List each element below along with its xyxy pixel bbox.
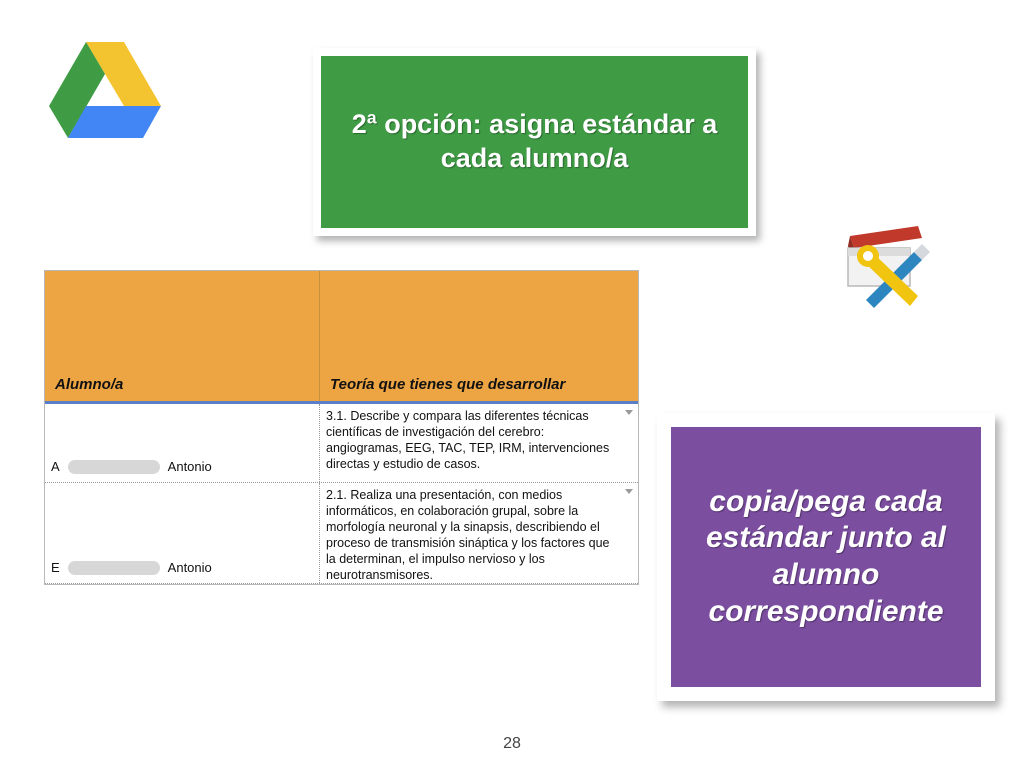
spreadsheet-header-row: [45, 271, 638, 401]
student-name: [51, 560, 212, 579]
cell-alumno[interactable]: [45, 483, 320, 583]
google-drive-logo: [40, 28, 170, 158]
column-header-teoria-label: Teoría que tienes que desarrollar: [330, 376, 566, 393]
chevron-down-icon[interactable]: [625, 489, 633, 494]
books-and-tools-svg: [822, 218, 942, 310]
column-header-alumno-label: Alumno/a: [55, 376, 124, 393]
theory-text: 2.1. Realiza una presentación, con medios informáticos, en colaboración grupal, sobre la morfología neuronal y la sinapsis, describiendo el proceso de transmisión sináptica y los factores que la determinan, el impulso nervioso y los neurotransmisores.: [326, 488, 610, 582]
student-name: [51, 459, 212, 478]
purple-instruction-card-inner: [671, 427, 981, 687]
drive-logo-svg: [40, 28, 170, 158]
redaction-bar: [68, 460, 160, 474]
student-name-prefix: E: [51, 560, 60, 575]
chevron-down-icon[interactable]: [625, 410, 633, 415]
student-name-suffix: Antonio: [167, 459, 212, 474]
green-title-card: [313, 48, 756, 236]
cell-teoria[interactable]: [320, 483, 638, 583]
table-row[interactable]: [45, 483, 638, 584]
green-title-text: 2ª opción: asigna estándar a cada alumno/a: [351, 109, 718, 173]
cell-teoria[interactable]: [320, 404, 638, 482]
column-header-alumno[interactable]: [45, 271, 320, 401]
purple-instruction-card: [657, 413, 995, 701]
purple-instruction-text: copia/pega cada estándar junto al alumno correspondiente: [705, 484, 947, 628]
green-title-card-inner: [321, 56, 748, 228]
books-and-tools-icon: [822, 218, 942, 310]
page-number: 28: [503, 735, 521, 752]
cell-alumno[interactable]: [45, 404, 320, 482]
theory-text: 3.1. Describe y compara las diferentes técnicas científicas de investigación del cerebro: angiogramas, EEG, TAC, TEP, IRM, intervenciones directas y estudio de casos.: [326, 409, 610, 471]
redaction-bar: [68, 561, 160, 575]
table-row[interactable]: [45, 404, 638, 483]
column-header-teoria[interactable]: [320, 271, 638, 401]
student-name-prefix: A: [51, 459, 60, 474]
spreadsheet[interactable]: [44, 270, 639, 585]
student-name-suffix: Antonio: [167, 560, 212, 575]
